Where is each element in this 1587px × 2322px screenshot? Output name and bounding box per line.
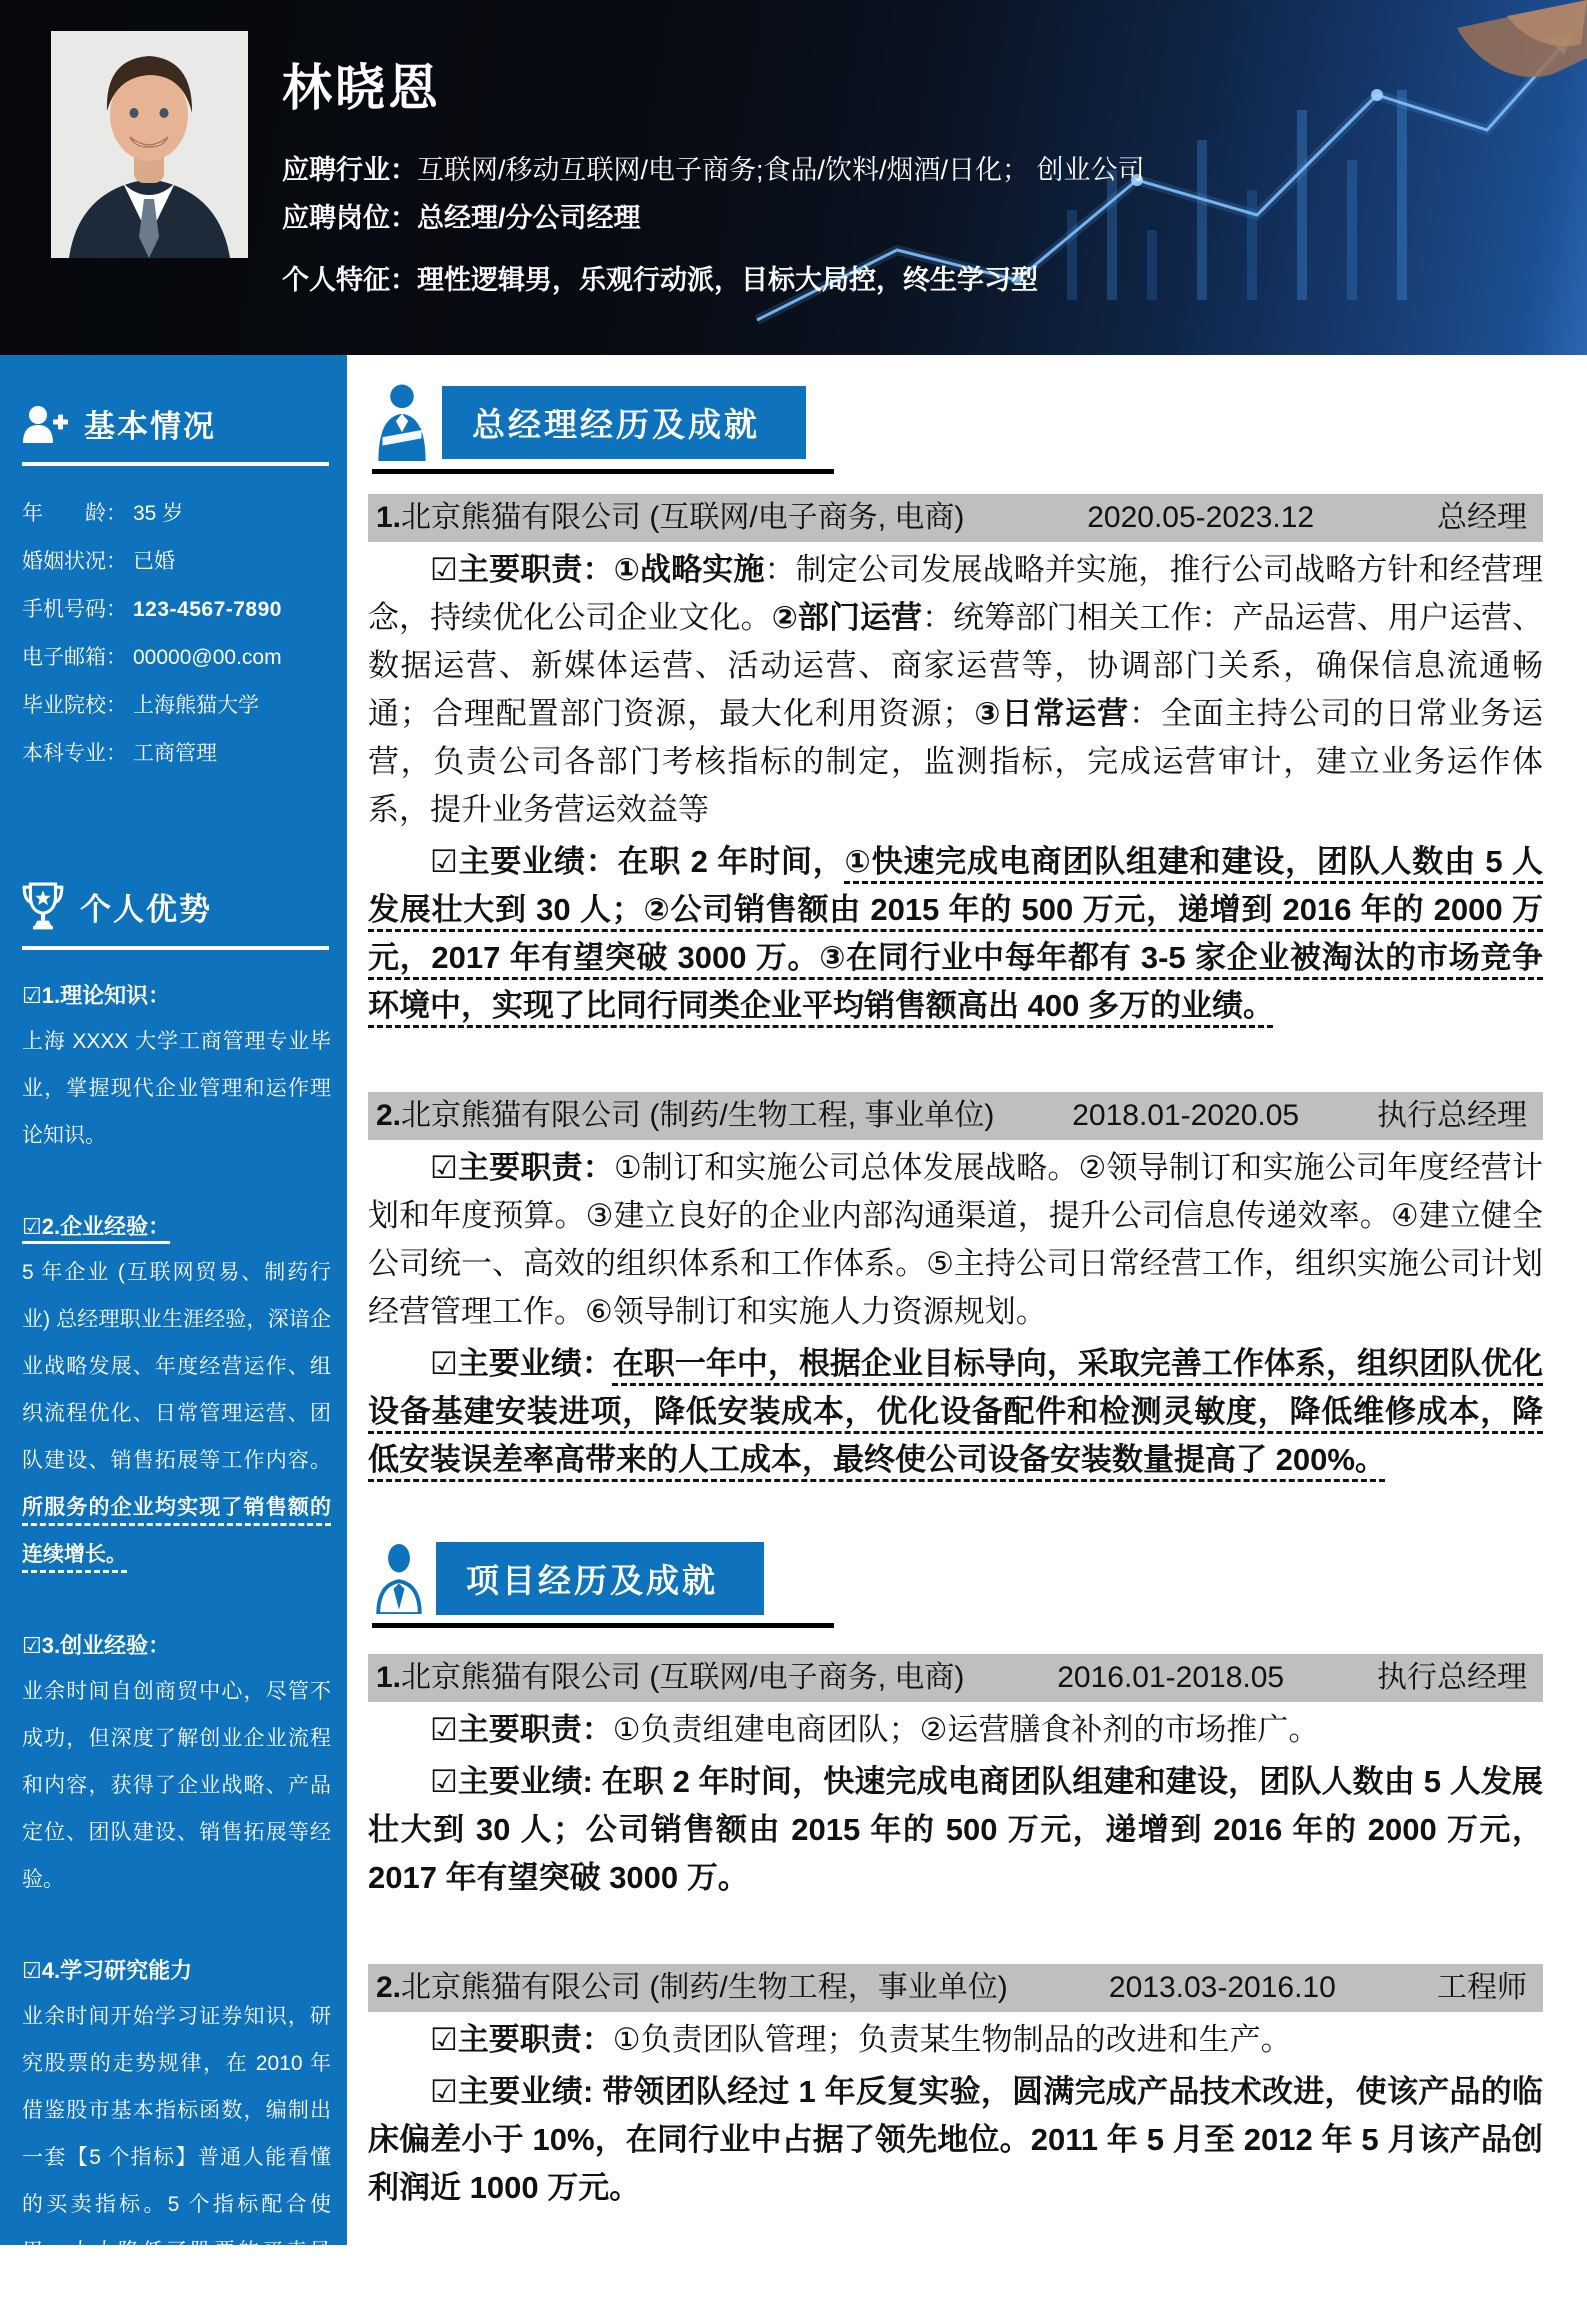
info-label: 本科专业： [22,742,127,765]
advantage-heading: ☑2.企业经验： [22,1214,171,1239]
info-row-phone [22,586,331,634]
job-period: 2016.01-2018.05 [1057,1661,1285,1694]
company-row [368,494,1543,542]
job-number: 2. [376,1099,402,1132]
job-period: 2013.03-2016.10 [1108,1971,1336,2004]
section-underline [372,1623,834,1628]
advantages-title: 个人优势 [80,891,212,927]
basic-info-header [22,401,331,446]
company-row [368,1964,1543,2012]
position-label: 应聘岗位： [282,203,417,233]
person-icon [374,1544,424,1614]
profile-photo [51,31,248,258]
info-label: 毕业院校： [22,694,127,717]
duty-paragraph: ☑主要职责：①制订和实施公司总体发展战略。②领导制订和实施公司年度经营计划和年度预算。③建立良好的企业内部沟通渠道，提升公司信息传递效率。④建立健全公司统一、高效的组织体系和工作体系。⑤主持公司日常经营工作，组织实施公司计划经营管理工作。⑥领导制订和实施人力资源规划。 [368,1150,1543,1329]
advantage-block-4 [22,1949,331,2322]
person-plus-icon [22,405,68,443]
job-number: 1. [376,1661,402,1694]
main-content [368,383,1543,2212]
info-row-marital [22,538,331,586]
industry-label: 应聘行业： [282,155,417,185]
info-label: 年 龄： [22,502,127,525]
info-row-school [22,682,331,730]
company-row [368,1092,1543,1140]
project-section-title: 项目经历及成就 [436,1542,764,1615]
duty-paragraph: ☑主要职责：①战略实施：制定公司发展战略并实施，推行公司战略方针和经营理念，持续优化公司企业文化。②部门运营：统筹部门相关工作：产品运营、用户运营、数据运营、新媒体运营、活动运营、商家运营等，协调部门关系，确保信息流通畅通；合理配置部门资源，最大化利用资源；③日常运营：全面主持公司的日常业务运营，负责公司各部门考核指标的制定，监测指标，完成运营审计，建立业务运作体系，提升业务营运效益等 [368,552,1544,827]
company-row [368,1654,1543,1702]
traits-label: 个人特征： [282,265,417,295]
advantage-block-3 [22,1624,331,1903]
info-label: 手机号码： [22,598,127,621]
achievement-paragraph: ☑主要业绩: 带领团队经过 1 年反复实验，圆满完成产品技术改进，使该产品的临床偏差小于 10%，在同行业中占据了领先地位。2011 年 5 月至 2012 年 5 月该产品创利润近 1000 万元。 [368,2074,1543,2205]
gm-section-header [374,383,1543,461]
trophy-icon [22,882,64,930]
achievement-paragraph: ☑主要业绩：在职一年中，根据企业目标导向，采取完善工作体系，组织团队优化设备基建安装进项，降低安装成本，优化设备配件和检测灵敏度，降低维修成本，降低安装误差率高带来的人工成本，最终使公司设备安装数量提高了 200%。 [368,1346,1543,1477]
header-banner [0,0,1587,355]
basic-info-title: 基本情况 [84,409,216,444]
target-industry-line [282,148,1145,187]
advantage-text: 5 年企业 (互联网贸易、制药行业) 总经理职业生涯经验，深谙企业战略发展、年度经营运作、组织流程优化、日常管理运营、团队建设、销售拓展等工作内容。所服务的企业均实现了销售额的连续增长。 [22,1261,331,1566]
job-title: 工程师 [1437,1971,1527,2004]
personal-traits-line [282,258,1038,297]
sidebar [0,355,347,2310]
target-position-line [282,196,641,235]
businessman-icon [374,383,430,461]
section-underline [372,469,834,474]
job-number: 2. [376,1971,402,2004]
email-value: 00000@00.com [133,646,282,669]
info-row-major [22,730,331,778]
info-value: 工商管理 [133,742,217,765]
duty-paragraph: ☑主要职责：①负责团队管理；负责某生物制品的改进和生产。 [430,2022,1292,2057]
divider [22,946,329,950]
advantage-heading: ☑4.学习研究能力 [22,1958,193,1983]
gm-section-title: 总经理经历及成就 [442,386,806,459]
advantage-heading: ☑1.理论知识： [22,983,171,1008]
job-title: 总经理 [1436,501,1527,534]
job-number: 1. [376,501,402,534]
company-name: 1.北京熊猫有限公司 (互联网/电子商务, 电商) [376,1661,965,1694]
advantages-header [22,882,331,930]
candidate-name: 林晓恩 [282,60,441,116]
company-name: 2.北京熊猫有限公司 (制药/生物工程, 事业单位) [376,1099,995,1132]
divider [22,462,329,466]
info-row-email [22,634,331,682]
position-value: 总经理/分公司经理 [417,203,641,233]
advantage-block-2 [22,1205,331,1578]
traits-value: 理性逻辑男，乐观行动派，目标大局控，终生学习型 [417,265,1038,295]
advantage-text: 业余时间自创商贸中心，尽管不成功，但深度了解创业企业流程和内容，获得了企业战略、产品定位、团队建设、销售拓展等经验。 [22,1680,331,1891]
job-period: 2018.01-2020.05 [1072,1099,1300,1132]
avatar-illustration [51,31,248,258]
phone-number: 123-4567-7890 [133,598,282,621]
advantage-heading: ☑3.创业经验： [22,1633,171,1658]
achievement-paragraph: ☑主要业绩：在职 2 年时间，①快速完成电商团队组建和建设，团队人数由 5 人发展壮大到 30 人；②公司销售额由 2015 年的 500 万元，递增到 2016 年的 2000 万元，2017 年有望突破 3000 万。③在同行业中每年都有 3-5 家企业被淘汰的市场竞争环境中，实现了比同行同类企业平均销售额高出 400 多万的业绩。 [368,844,1543,1023]
job-title: 执行总经理 [1376,1099,1527,1132]
duty-paragraph: ☑主要职责：①负责组建电商团队；②运营膳食补剂的市场推广。 [430,1712,1320,1747]
project-section-header [374,1542,1543,1615]
info-value: 35 岁 [133,502,184,525]
industry-value: 互联网/移动互联网/电子商务;食品/饮料/烟酒/日化； 创业公司 [417,155,1145,185]
info-label: 电子邮箱： [22,646,127,669]
job-period: 2020.05-2023.12 [1087,501,1315,534]
info-label: 婚姻状况： [22,550,127,573]
job-title: 执行总经理 [1376,1661,1527,1694]
achievement-paragraph: ☑主要业绩: 在职 2 年时间，快速完成电商团队组建和建设，团队人数由 5 人发展壮大到 30 人；公司销售额由 2015 年的 500 万元，递增到 2016 年的 2000 万元，2017 年有望突破 3000 万。 [368,1764,1543,1895]
advantage-text: 上海 XXXX 大学工商管理专业毕业，掌握现代企业管理和运作理论知识。 [22,1030,331,1147]
info-value: 上海熊猫大学 [133,694,259,717]
advantage-block-1 [22,974,331,1159]
advantage-text: 业余时间开始学习证券知识，研究股票的走势规律，在 2010 年借鉴股市基本指标函数，编制出一套【5 个指标】普通人能看懂的买卖指标。5 个指标配合使用，大大降低了股票的买卖风险。 [22,2005,331,2310]
company-name: 1.北京熊猫有限公司 (互联网/电子商务, 电商) [376,501,965,534]
info-row-age [22,490,331,538]
company-name: 2.北京熊猫有限公司 (制药/生物工程，事业单位) [376,1971,1008,2004]
info-value: 已婚 [133,550,175,573]
